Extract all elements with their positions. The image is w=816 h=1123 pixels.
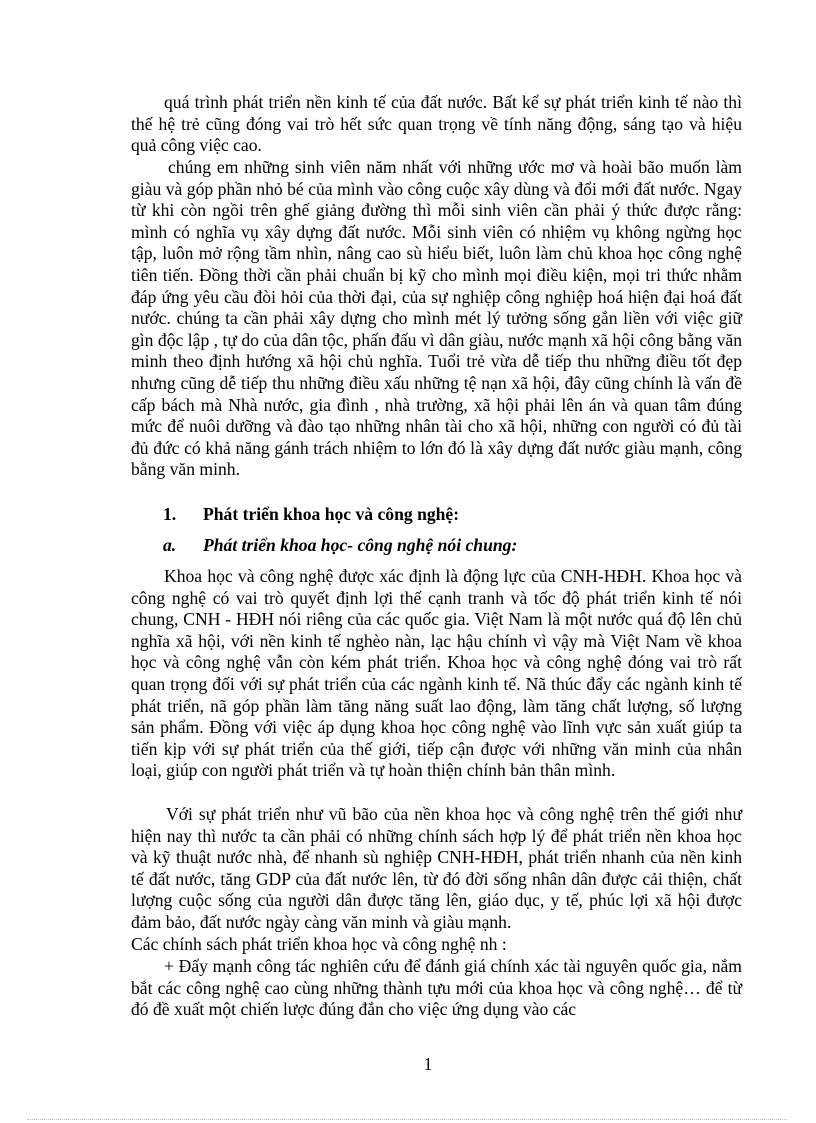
- section-number: 1.: [163, 504, 177, 524]
- section-heading: [163, 504, 459, 526]
- subsection-heading: [163, 535, 517, 557]
- paragraph: Các chính sách phát triển khoa học và công nghệ nh :: [131, 934, 507, 954]
- page-number: 1: [423, 1054, 433, 1074]
- page-bottom-divider: [27, 1119, 787, 1120]
- paragraph: quá trình phát triển nền kinh tế của đất nước. Bất kể sự phát triển kinh tế nào thì thế hệ trẻ cũng đóng vai trò hết sức quan trọng về tính năng động, sáng tạo và hiệu quả công việc cao.: [131, 92, 742, 156]
- paragraph: Với sự phát triển như vũ bão của nền khoa học và công nghệ trên thế giới như hiện nay thì nước ta cần phải có những chính sách hợp lý để phát triển nền khoa học và kỹ thuật nước nhà, để nhanh sù nghiệp CNH-HĐH, phát triển nhanh của nền kinh tế đất nước, tăng GDP của đất nước lên, từ đó đời sống nhân dân được cải thiện, chất lượng cuộc sống của người dân được tăng lên, giáo dục, y tế, phúc lợi xã hội được đảm bảo, đất nước ngày càng văn minh và giàu mạnh.: [131, 804, 742, 932]
- paragraph: + Đẩy mạnh công tác nghiên cứu để đánh giá chính xác tài nguyên quốc gia, nắm bắt các công nghệ cao cùng những thành tựu mới của khoa học và công nghệ… để từ đó đề xuất một chiến lược đúng đắn cho việc ứng dụng vào các: [131, 956, 742, 1020]
- subsection-number: a.: [163, 535, 177, 555]
- paragraph: Khoa học và công nghệ được xác định là động lực của CNH-HĐH. Khoa học và công nghệ có vai trò quyết định lợi thế cạnh tranh và tốc độ phát triển kinh tế nói chung, CNH - HĐH nói riêng của các quốc gia. Việt Nam là một nước quá độ lên chủ nghĩa xã hội, với nền kinh tế nghèo nàn, lạc hậu chính vì vậy mà Việt Nam về khoa học và công nghệ vẫn còn kém phát triển. Khoa học và công nghệ đóng vai trò rất quan trọng đối với sự phát triển của các ngành kinh tế. Nã thúc đẩy các ngành kinh tế phát triển, nã góp phần làm tăng năng suất lao động, làm tăng chất lượng, số lượng sản phẩm. Đồng với việc áp dụng khoa học công nghệ vào lĩnh vực sản xuất giúp ta tiến kịp với sự phát triển của thế giới, tiếp cận được với những văn minh của nhân loại, giúp con người phát triển và tự hoàn thiện chính bản thân mình.: [131, 566, 742, 781]
- paragraph: chúng em những sinh viên năm nhất với những ước mơ và hoài bão muốn làm giàu và góp phần nhỏ bé của mình vào công cuộc xây dùng và đổi mới đất nước. Ngay từ khi còn ngồi trên ghế giảng đường thì mỗi sinh viên cần phải ý thức được rằng: mình có nghĩa vụ xây dựng đất nước. Mỗi sinh viên có nhiệm vụ không ngừng học tập, luôn mở rộng tầm nhìn, nâng cao sù hiểu biết, luôn làm chủ khoa học công nghệ tiên tiến. Đồng thời cần phải chuẩn bị kỹ cho mình mọi điều kiện, mọi tri thức nhằm đáp ứng yêu cầu đòi hỏi của thời đại, của sự nghiệp công nghiệp hoá hiện đại hoá đất nước. chúng ta cần phải xây dựng cho mình mét lý tưởng sống gắn liền với việc giữ gìn độc lập , tự do của dân tộc, phấn đấu vì dân giàu, nước mạnh xã hội công bằng văn minh theo định hướng xã hội chủ nghĩa. Tuổi trẻ vừa dễ tiếp thu những điều tốt đẹp nhưng cũng dễ tiếp thu những điều xấu những tệ nạn xã hội, đây cũng chính là vấn đề cấp bách mà Nhà nước, gia đình , nhà trường, xã hội phải lên án và quan tâm đúng mức để nuôi dưỡng và đào tạo những nhân tài cho xã hội, những con người có đủ tài đủ đức có khả năng gánh trách nhiệm to lớn đó là xây dựng đất nước giàu mạnh, công bằng văn minh.: [131, 157, 742, 480]
- subsection-title: Phát triển khoa học- công nghệ nói chung:: [203, 535, 518, 555]
- section-title: Phát triển khoa học và công nghệ:: [203, 504, 460, 524]
